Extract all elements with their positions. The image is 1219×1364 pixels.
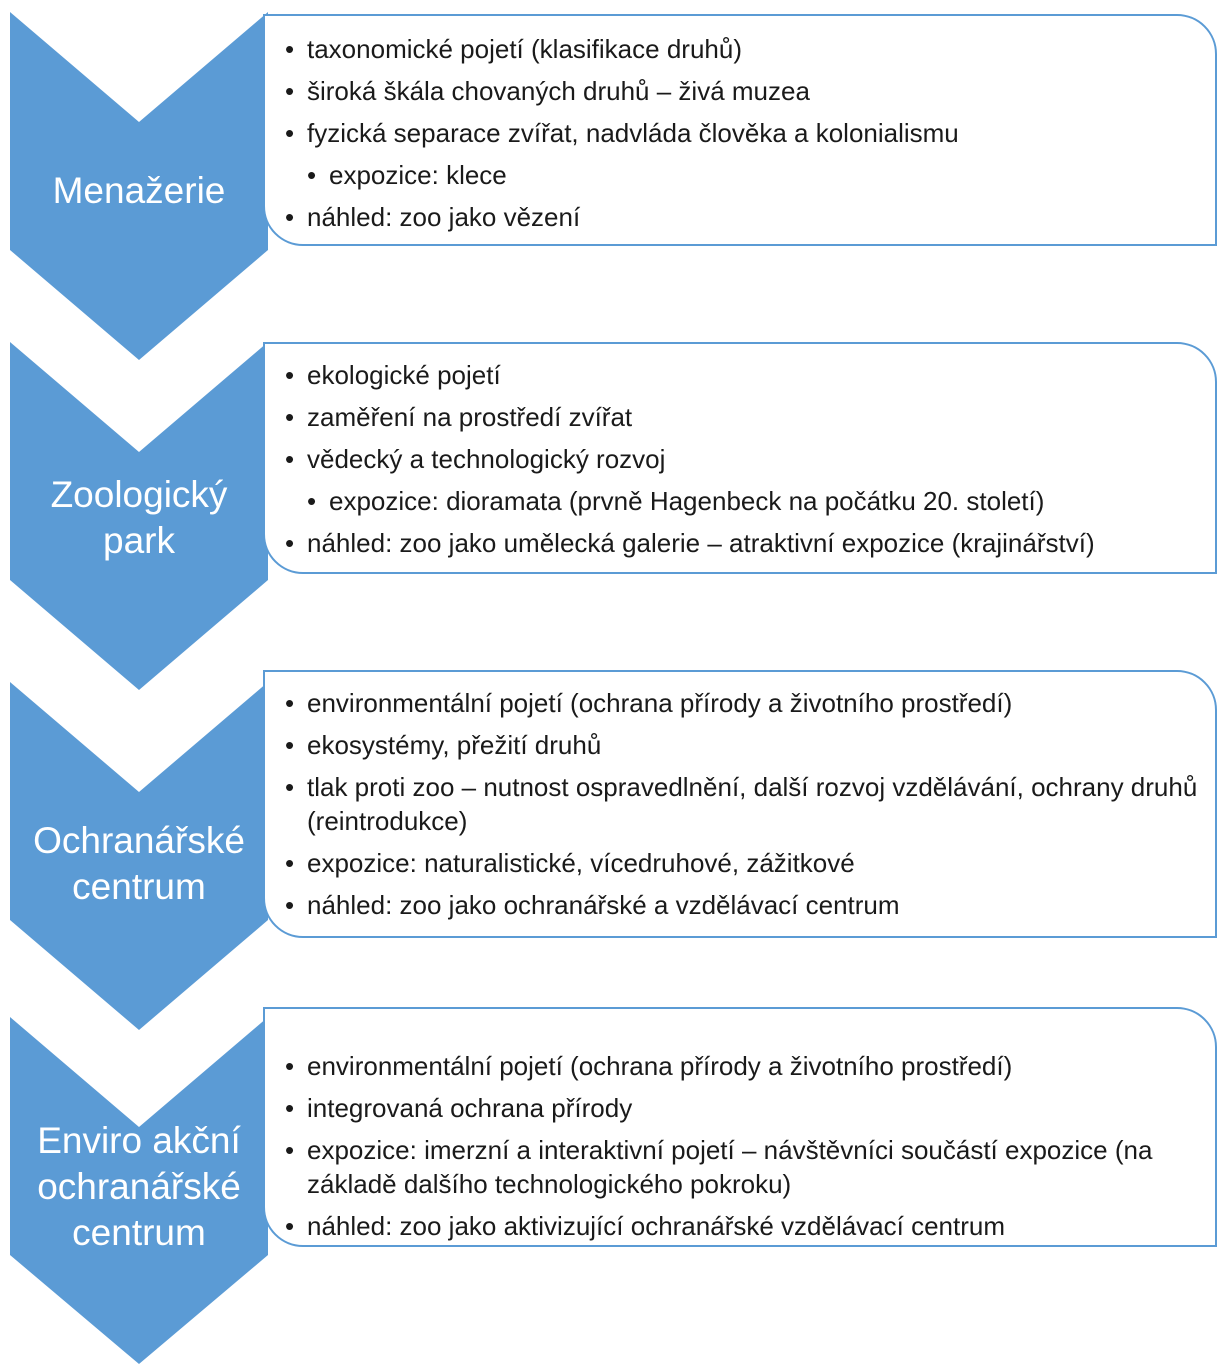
bullet-text: expozice: dioramata (prvně Hagenbeck na počátku 20. století) <box>329 486 1045 516</box>
bullet-item <box>283 1091 1215 1125</box>
bullet-item <box>305 158 1215 192</box>
bullet-text: expozice: imerzní a interaktivní pojetí – návštěvníci součástí expozice (na základě dalšího technologického pokroku) <box>307 1135 1153 1199</box>
stage-panel <box>263 670 1217 938</box>
stage-label: Ochranářské centrum <box>33 820 245 907</box>
bullet-item <box>283 358 1215 392</box>
bullet-dot-icon: • <box>307 486 317 516</box>
bullet-dot-icon: • <box>285 1051 295 1081</box>
bullet-dot-icon: • <box>285 730 295 760</box>
bullet-dot-icon: • <box>285 360 295 390</box>
bullet-text: náhled: zoo jako umělecká galerie – atraktivní expozice (krajinářství) <box>307 528 1095 558</box>
bullet-item <box>283 1133 1215 1201</box>
stage-label: Zoologický park <box>50 474 228 561</box>
bullet-item <box>305 484 1215 518</box>
bullet-item <box>283 686 1215 720</box>
bullet-text: expozice: klece <box>329 160 507 190</box>
bullet-list <box>283 32 1215 234</box>
bullet-list <box>283 686 1215 922</box>
bullet-item <box>283 728 1215 762</box>
bullet-item <box>283 116 1215 150</box>
bullet-dot-icon: • <box>285 202 295 232</box>
bullet-text: environmentální pojetí (ochrana přírody a životního prostředí) <box>307 688 1013 718</box>
bullet-list <box>283 358 1215 560</box>
bullet-text: náhled: zoo jako ochranářské a vzdělávací centrum <box>307 890 900 920</box>
bullet-item <box>283 400 1215 434</box>
bullet-dot-icon: • <box>285 890 295 920</box>
bullet-item <box>283 32 1215 66</box>
bullet-dot-icon: • <box>285 118 295 148</box>
bullet-dot-icon: • <box>285 1211 295 1241</box>
bullet-item <box>283 442 1215 476</box>
bullet-text: ekologické pojetí <box>307 360 501 390</box>
bullet-text: taxonomické pojetí (klasifikace druhů) <box>307 34 742 64</box>
bullet-dot-icon: • <box>285 34 295 64</box>
bullet-dot-icon: • <box>285 1135 295 1165</box>
bullet-text: tlak proti zoo – nutnost ospravedlnění, další rozvoj vzdělávání, ochrany druhů (reintrodukce) <box>307 772 1198 836</box>
bullet-text: ekosystémy, přežití druhů <box>307 730 602 760</box>
bullet-item <box>283 1049 1215 1083</box>
stage-panel <box>263 342 1217 574</box>
bullet-dot-icon: • <box>285 528 295 558</box>
bullet-dot-icon: • <box>285 402 295 432</box>
bullet-item <box>283 200 1215 234</box>
bullet-text: náhled: zoo jako aktivizující ochranářské vzdělávací centrum <box>307 1211 1006 1241</box>
bullet-item <box>283 770 1215 838</box>
bullet-text: široká škála chovaných druhů – živá muzea <box>307 76 810 106</box>
bullet-dot-icon: • <box>285 444 295 474</box>
bullet-dot-icon: • <box>285 848 295 878</box>
bullet-text: integrovaná ochrana přírody <box>307 1093 633 1123</box>
bullet-item <box>283 846 1215 880</box>
bullet-dot-icon: • <box>285 76 295 106</box>
stage-panel <box>263 14 1217 246</box>
bullet-text: zaměření na prostředí zvířat <box>307 402 633 432</box>
bullet-text: vědecký a technologický rozvoj <box>307 444 666 474</box>
bullet-text: expozice: naturalistické, vícedruhové, zážitkové <box>307 848 855 878</box>
bullet-item <box>283 888 1215 922</box>
bullet-text: fyzická separace zvířat, nadvláda člověka a kolonialismu <box>307 118 959 148</box>
bullet-list <box>283 1049 1215 1243</box>
stage-panel <box>263 1007 1217 1247</box>
stage-label: Menažerie <box>52 170 226 211</box>
bullet-item <box>283 526 1215 560</box>
bullet-item <box>283 74 1215 108</box>
stage-label: Enviro akční ochranářské centrum <box>37 1120 241 1253</box>
bullet-dot-icon: • <box>285 1093 295 1123</box>
bullet-dot-icon: • <box>285 772 295 802</box>
bullet-text: environmentální pojetí (ochrana přírody a životního prostředí) <box>307 1051 1013 1081</box>
bullet-dot-icon: • <box>307 160 317 190</box>
bullet-dot-icon: • <box>285 688 295 718</box>
bullet-item <box>283 1209 1215 1243</box>
bullet-text: náhled: zoo jako vězení <box>307 202 581 232</box>
